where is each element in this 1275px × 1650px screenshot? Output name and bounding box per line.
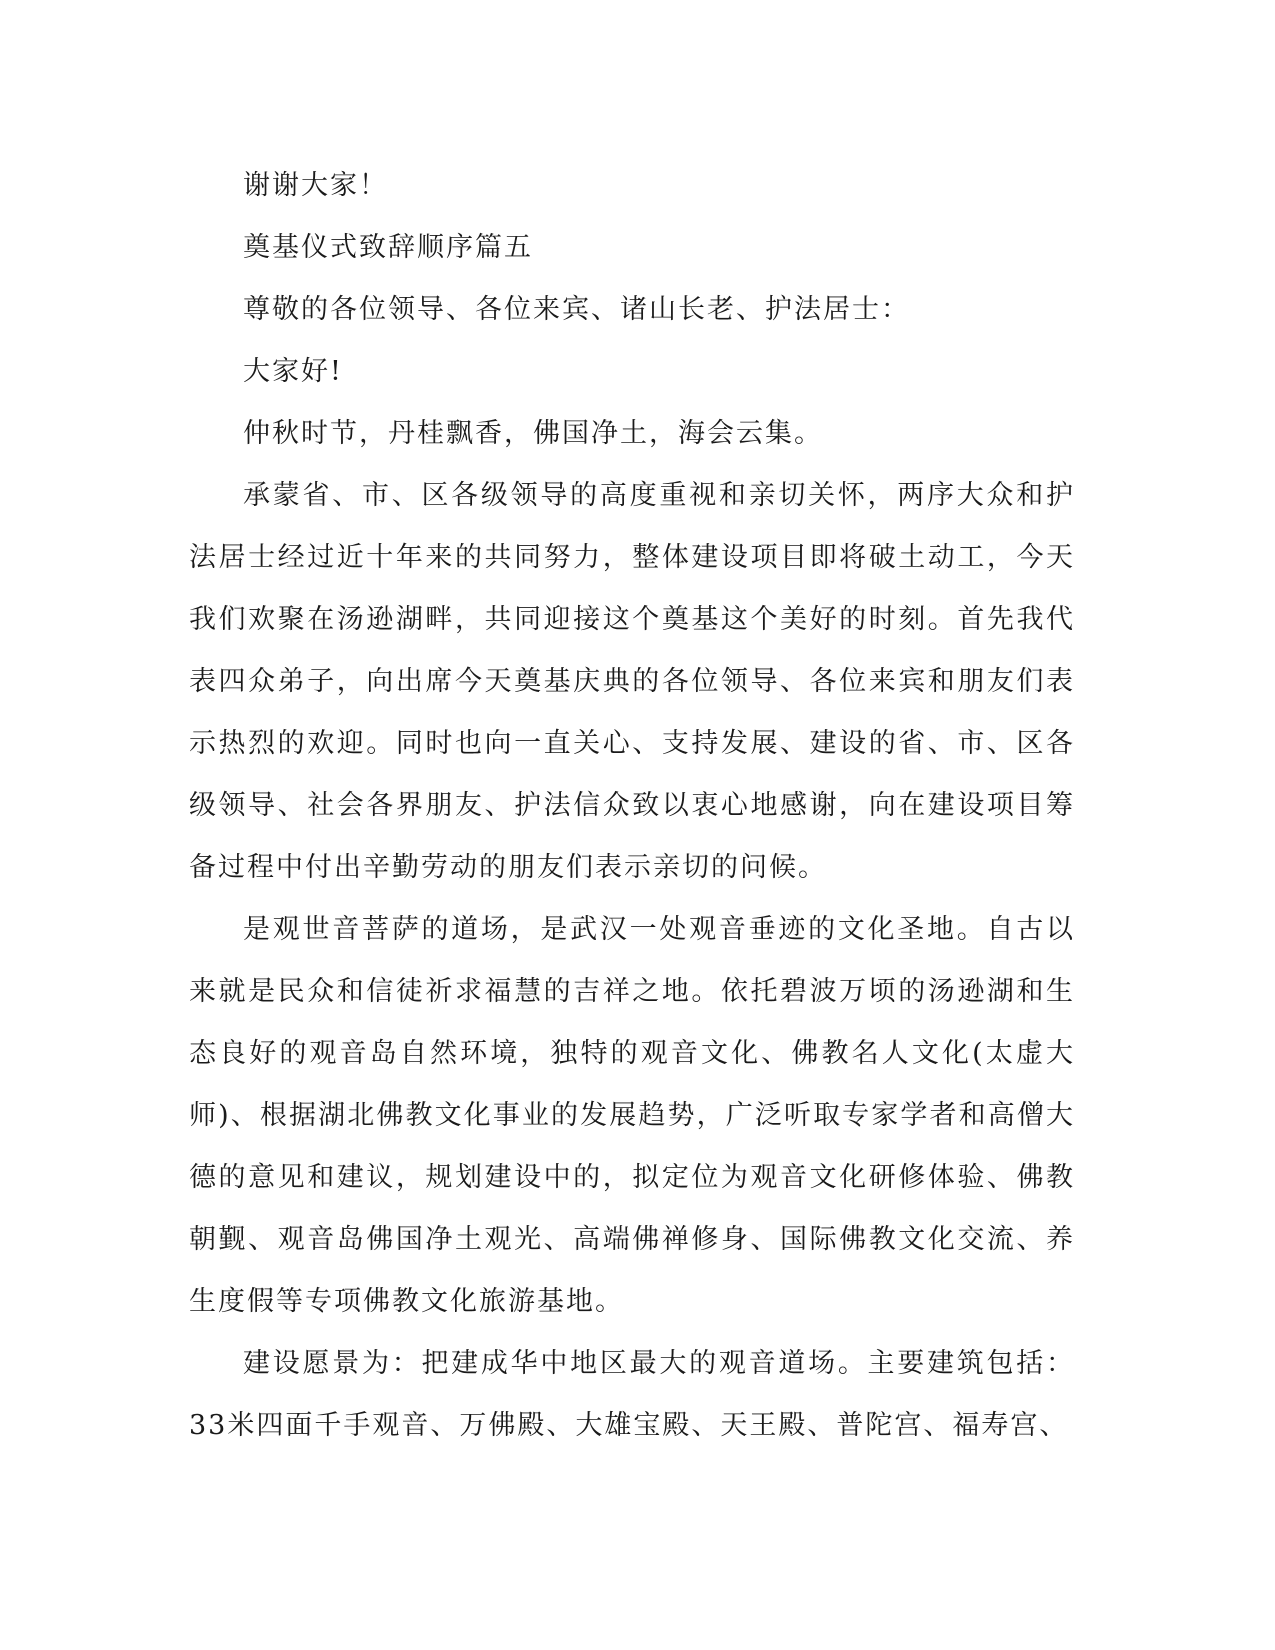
greeting: 大家好! [243, 356, 343, 387]
salutation: 尊敬的各位领导、各位来宾、诸山长老、护法居士： [243, 294, 910, 325]
body-paragraph-positioning: 是观世音菩萨的道场，是武汉一处观音垂迹的文化圣地。自古以来就是民众和信徒祈求福慧的吉祥之地。依托碧波万顷的汤逊湖和生态良好的观音岛自然环境，独特的观音文化、佛教名人文化(太虚大师)、根据湖北佛教文化事业的发展趋势，广泛听取专家学者和高僧大德的意见和建议，规划建设中的，拟定位为观音文化研修体验、佛教朝觐、观音岛佛国净土观光、高端佛禅修身、国际佛教文化交流、养生度假等专项佛教文化旅游基地。 [189, 914, 1075, 1317]
opening-line: 仲秋时节，丹桂飘香，佛国净土，海会云集。 [243, 418, 823, 449]
document-body [189, 155, 1075, 1457]
section-heading: 奠基仪式致辞顺序篇五 [243, 232, 533, 263]
body-paragraph-thanks: 承蒙省、市、区各级领导的高度重视和亲切关怀，两序大众和护法居士经过近十年来的共同努力，整体建设项目即将破土动工，今天我们欢聚在汤逊湖畔，共同迎接这个奠基这个美好的时刻。首先我代表四众弟子，向出席今天奠基庆典的各位领导、各位来宾和朋友们表示热烈的欢迎。同时也向一直关心、支持发展、建设的省、市、区各级领导、社会各界朋友、护法信众致以衷心地感谢，向在建设项目筹备过程中付出辛勤劳动的朋友们表示亲切的问候。 [189, 480, 1075, 883]
closing-thanks: 谢谢大家！ [243, 170, 388, 201]
body-paragraph-vision: 建设愿景为：把建成华中地区最大的观音道场。主要建筑包括：33米四面千手观音、万佛殿、大雄宝殿、天王殿、普陀宫、福寿宫、 [189, 1348, 1075, 1441]
